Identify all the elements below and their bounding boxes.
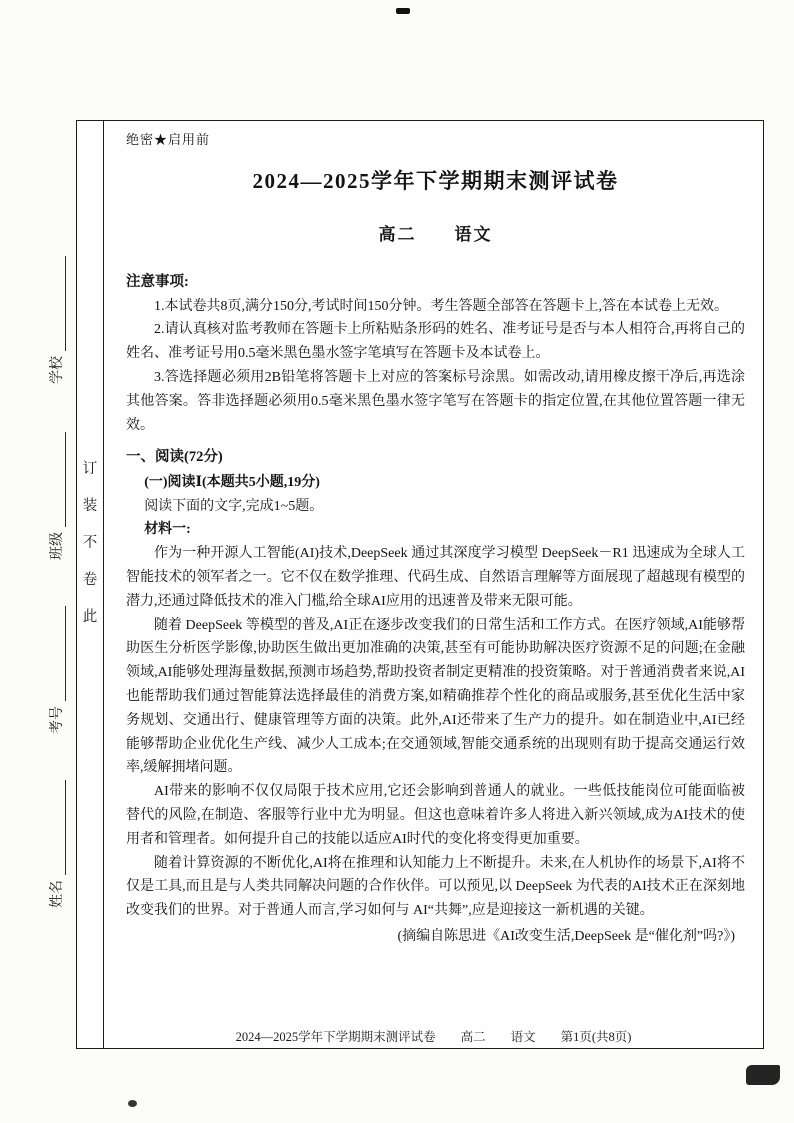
binding-strip: [77, 121, 104, 1048]
field-exam-number-blank-line: [51, 606, 66, 701]
notice-heading: 注意事项:: [126, 274, 189, 290]
field-school-label: 学校: [50, 356, 65, 384]
binding-char: 卷: [82, 572, 98, 588]
exam-subtitle: 高二 语文: [378, 225, 493, 244]
section-heading-reading: 一、阅读(72分): [126, 449, 223, 466]
reading-instruction: 阅读下面的文字,完成1~5题。: [144, 498, 324, 514]
field-name-blank-line: [51, 780, 66, 875]
field-school-blank-line: [51, 256, 66, 351]
material-1-paragraph-4: 随着计算资源的不断优化,AI将在推理和认知能力上不断提升。未来,在人机协作的场景下,AI将不仅是工具,而且是与人类共同解决问题的合作伙伴。可以预见,以 DeepSeek 为代表的AI技术正在深刻地改变我们的世界。对于普通人而言,学习如何与 AI“共舞”,应是迎接这一新机遇的关键。: [126, 855, 745, 919]
notice-item-2: 2.请认真核对监考教师在答题卡上所粘贴条形码的姓名、准考证号是否与本人相符合,再将自己的姓名、准考证号用0.5毫米黑色墨水签字笔填写在答题卡及本试卷上。: [126, 322, 745, 362]
field-exam-number-label: 考号: [50, 706, 65, 734]
exam-content: [104, 121, 763, 1048]
material-1-paragraph-1: 作为一种开源人工智能(AI)技术,DeepSeek 通过其深度学习模型 DeepSeek－R1 迅速成为全球人工智能技术的领军者之一。它不仅在数学推理、代码生成、自然语言理解等方面展现了超越现有模型的潜力,还通过降低技术的准入门槛,给全球AI应用的迅速普及带来无限可能。: [126, 546, 745, 609]
material-1-paragraph-3: AI带来的影响不仅仅局限于技术应用,它还会影响到普通人的就业。一些低技能岗位可能面临被替代的风险,在制造、客服等行业中尤为明显。但这也意味着许多人将进入新兴领域,成为AI技术的使用者和管理者。如何提升自己的技能以适应AI时代的变化将变得更加重要。: [126, 784, 745, 847]
field-exam-number: [44, 606, 66, 734]
scan-artifact-bottom-left: [128, 1100, 137, 1107]
part-heading-reading-1: (一)阅读Ⅰ(本题共5小题,19分): [144, 474, 320, 490]
field-name-label: 姓名: [50, 880, 65, 908]
scan-artifact-top: [396, 8, 410, 14]
page-frame: [76, 120, 764, 1049]
field-class: [44, 432, 66, 560]
field-school: [44, 256, 66, 384]
field-name: [44, 780, 66, 908]
binding-char: 此: [82, 609, 98, 625]
material-1-label: 材料一:: [144, 522, 191, 538]
notice-item-1: 1.本试卷共8页,满分150分,考试时间150分钟。考生答题全部答在答题卡上,答在本试卷上无效。: [154, 298, 728, 314]
page-footer: 2024—2025学年下学期期末测评试卷 高二 语文 第1页(共8页): [235, 1030, 632, 1044]
material-1-paragraph-2: 随着 DeepSeek 等模型的普及,AI正在逐步改变我们的日常生活和工作方式。在医疗领域,AI能够帮助医生分析医学影像,协助医生做出更加准确的决策,甚至有可能协助解决医疗资源不足的问题;在金融领域,AI能够处理海量数据,预测市场趋势,帮助投资者制定更精准的投资策略。对于普通消费者来说,AI也能帮助我们通过智能算法选择最佳的消费方案,如精确推荐个性化的商品或服务,甚至优化生活中家务规划、交通出行、健康管理等方面的决策。此外,AI还带来了生产力的提升。如在制造业中,AI已经能够帮助企业优化生产线、减少人工成本;在交通领域,智能交通系统的出现则有助于提高交通运行效率,缓解拥堵问题。: [126, 617, 745, 776]
scan-artifact-bottom-right: [746, 1065, 780, 1085]
binding-char: 不: [82, 535, 98, 551]
binding-char: 订: [82, 461, 98, 477]
binding-char: 装: [82, 498, 98, 514]
field-class-label: 班级: [50, 532, 65, 560]
material-1-attribution: (摘编自陈思进《AI改变生活,DeepSeek 是“催化剂”吗?》): [397, 928, 735, 944]
field-class-blank-line: [51, 432, 66, 527]
notice-item-3: 3.答选择题必须用2B铅笔将答题卡上对应的答案标号涂黑。如需改动,请用橡皮擦干净后,再选涂其他答案。答非选择题必须用0.5毫米黑色墨水签字笔写在答题卡的指定位置,在其他位置答题一律无效。: [126, 370, 745, 433]
security-label: 绝密★启用前: [126, 132, 211, 147]
binding-line-text: [77, 457, 103, 626]
exam-title: 2024—2025学年下学期期末测评试卷: [252, 169, 619, 193]
